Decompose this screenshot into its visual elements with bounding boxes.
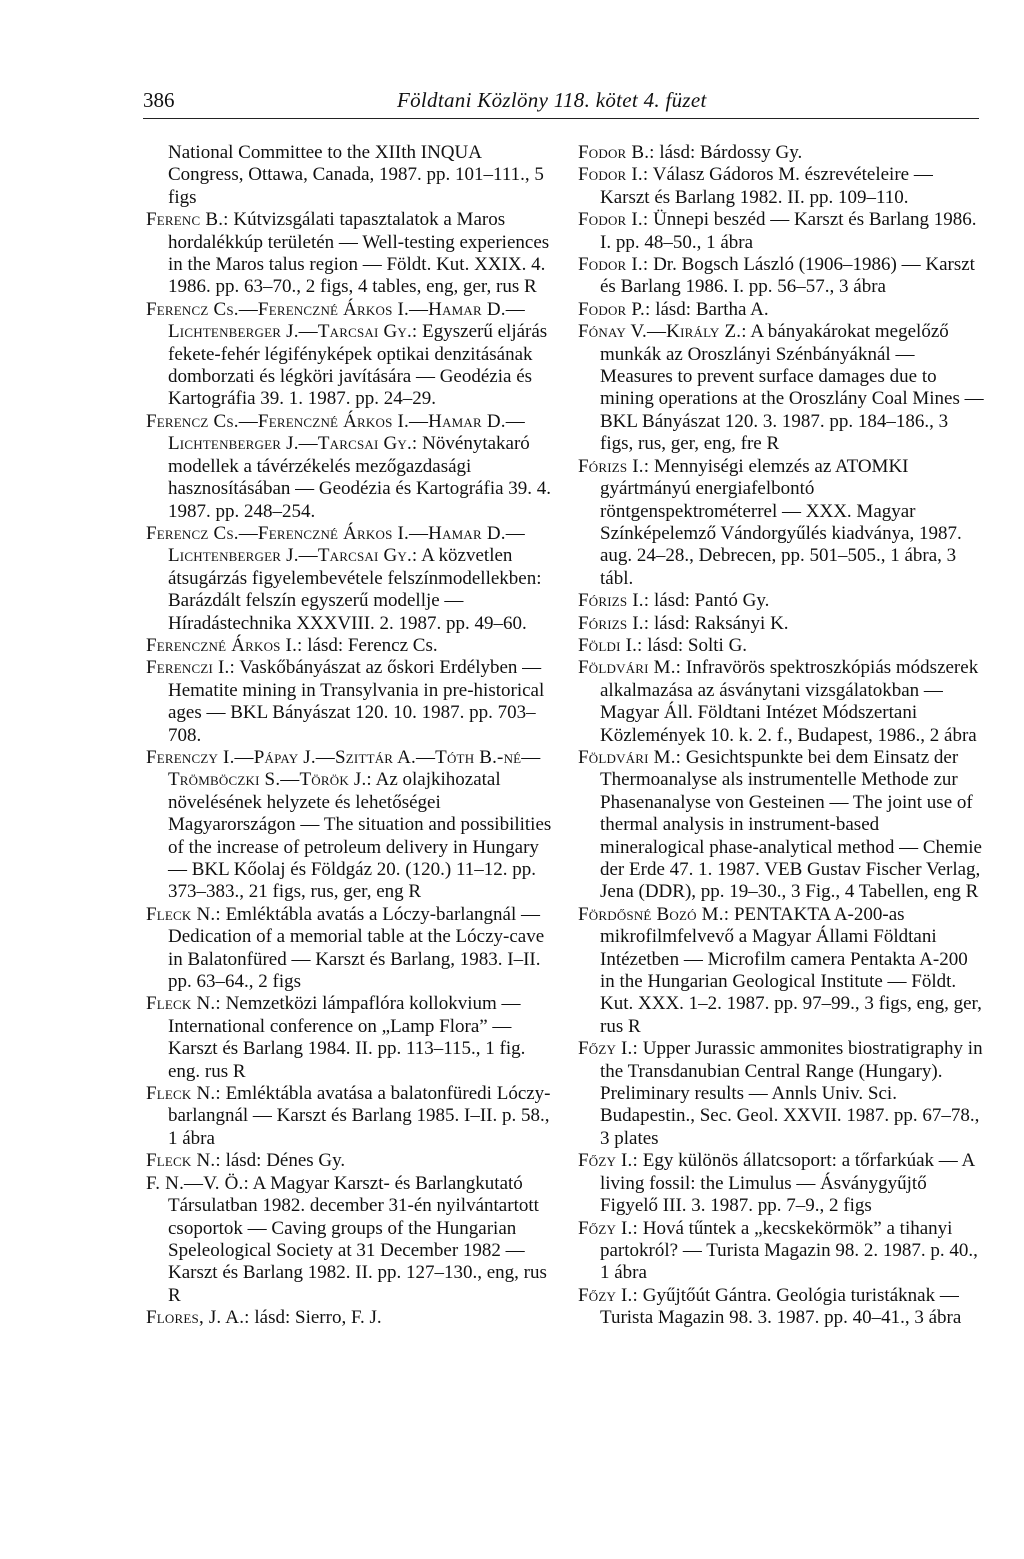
bibliography-entry bbox=[146, 209, 556, 299]
entry-author: Ferenc B.: bbox=[146, 209, 229, 231]
bibliography-entry bbox=[578, 1285, 986, 1330]
entry-text: lásd: Raksányi K. bbox=[649, 612, 789, 634]
entry-text: Egy különös állatcsoport: a tőrfarkúak — A living fossil: the Limulus — Ásványgyűjtő Figyelő III. 3. 1987. pp. 7–9., 2 figs bbox=[600, 1150, 975, 1217]
bibliography-entry bbox=[146, 523, 556, 635]
bibliography-entry bbox=[578, 747, 986, 904]
entry-author: Fodor I.: bbox=[578, 254, 649, 276]
bibliography-entry bbox=[578, 321, 986, 455]
bibliography-entry bbox=[578, 590, 986, 612]
bibliography-entry bbox=[578, 904, 986, 1038]
bibliography-entry bbox=[578, 456, 986, 590]
entry-text: A közvetlen átsugárzás figyelembevétele felszínmodellekben: Barázdált felszín egyszerű modellje — Híradástechnika XXXVIII. 2. 1987. pp. 49–60. bbox=[168, 545, 542, 634]
entry-author: Ferenczy I.—Pápay J.—Szittár A.—Tóth B.-né—Trömböczki S.—Török J.: bbox=[146, 746, 541, 791]
bibliography-entry bbox=[578, 613, 986, 635]
entry-text: lásd: Pantó Gy. bbox=[649, 590, 770, 612]
bibliography-entry bbox=[146, 1150, 556, 1172]
entry-text: Hová tűntek a „kecskekörmök” a tihanyi partokról? — Turista Magazin 98. 2. 1987. p. 40., 1 ábra bbox=[600, 1217, 978, 1284]
entry-author: F. N.—V. Ö.: bbox=[146, 1172, 249, 1194]
entry-text: PENTAKTA A-200-as mikrofilmfelvevő a Magyar Állami Földtani Intézetben — Microfilm camera Pentakta A-200 in the Hungarian Geological Institute — Földt. Kut. XXX. 1–2. 1987. pp. 97–99., 3 figs, eng, ger, rus R bbox=[600, 903, 982, 1037]
entry-text: Upper Jurassic ammonites biostratigraphy in the Transdanubian Central Range (Hungary). Preliminary results — Annls Univ. Sci. Budapestin., Sec. Geol. XXVII. 1987. pp. 67–78., 3 plates bbox=[600, 1038, 983, 1149]
entry-text: Egyszerű eljárás fekete-fehér légifényképek optikai denzitásának domborzati és légköri javítására — Geodézia és Kartográfia 39. 1. 1987. pp. 24–29. bbox=[168, 321, 548, 410]
entry-author: Fórizs I.: bbox=[578, 455, 650, 477]
entry-author: Ferencz Cs.—Ferenczné Árkos I.—Hamar D.—Lichtenberger J.—Tarcsai Gy.: bbox=[146, 298, 525, 343]
entry-author: Flores, J. A.: bbox=[146, 1307, 250, 1329]
entry-author: Fórizs I.: bbox=[578, 612, 650, 634]
bibliography-entry bbox=[146, 635, 556, 657]
entry-author: Fleck N.: bbox=[146, 1083, 221, 1105]
bibliography-entry bbox=[578, 254, 986, 299]
bibliography-entry bbox=[146, 904, 556, 994]
entry-text: Emléktábla avatás a Lóczy-barlangnál — Dedication of a memorial table at the Lóczy-cave in Balatonfüred — Karszt és Barlang, 1983. I–II. pp. 63–64., 2 figs bbox=[168, 903, 545, 993]
bibliography-entry bbox=[578, 1038, 986, 1150]
entry-text: Gyűjtőút Gántra. Geológia turistáknak — Turista Magazin 98. 3. 1987. pp. 40–41., 3 ábra bbox=[600, 1284, 962, 1329]
bibliography-entry bbox=[578, 209, 986, 254]
entry-text: lásd: Dénes Gy. bbox=[220, 1150, 346, 1172]
entry-text: Mennyiségi elemzés az ATOMKI gyártmányú energiafelbontó röntgenspektrométerrel — XXX. Magyar Színképelemző Vándorgyűlés kiadványa, 1987. aug. 24–28., Debrecen, pp. 501–505., 1 ábra, 3 tábl. bbox=[600, 455, 962, 589]
entry-author: Fördősné Bozó M.: bbox=[578, 903, 730, 925]
entry-author: Fodor I.: bbox=[578, 164, 649, 186]
entry-text: Kútvizsgálati tapasztalatok a Maros hordalékkúp területén — Well-testing experiences in the Maros talus region — Földt. Kut. XXIX. 4. 1986. pp. 63–70., 2 figs, 4 tables, eng, ger, rus R bbox=[168, 209, 550, 298]
bibliography-entry bbox=[146, 411, 556, 523]
bibliography-entry bbox=[146, 1307, 556, 1329]
bibliography-entry bbox=[578, 1218, 986, 1285]
entry-text: Infravörös spektroszkópiás módszerek alkalmazása az ásványtani vizsgálatokban — Magyar Áll. Földtani Intézet Módszertani Közlemények 10. k. 2. f., Budapest, 1986., 2 ábra bbox=[600, 657, 979, 746]
bibliography-entry bbox=[146, 747, 556, 904]
bibliography-entry bbox=[578, 142, 986, 164]
right-column bbox=[578, 142, 986, 1330]
entry-author: Főzy I.: bbox=[578, 1150, 638, 1172]
entry-text: Dr. Bogsch László (1906–1986) — Karszt és Barlang 1986. I. pp. 56–57., 3 ábra bbox=[600, 254, 975, 298]
bibliography-entry bbox=[146, 142, 556, 209]
bibliography-entry bbox=[146, 1083, 556, 1150]
bibliography-entry bbox=[146, 657, 556, 747]
entry-text: A Magyar Karszt- és Barlangkutató Társulatban 1982. december 31-én nyilvántartott csoportok — Caving groups of the Hungarian Speleological Society at 31 December 1982 — Karszt és Barlang 1982. II. pp. 127–130., eng, rus R bbox=[168, 1172, 547, 1306]
entry-text: Az olajkihozatal növelésének helyzete és lehetőségei Magyarországon — The situation and possibilities of the increase of petroleum delivery in Hungary — BKL Kőolaj és Földgáz 20. (120.) 11–12. pp. 373–383., 21 figs, rus, ger, eng R bbox=[168, 769, 552, 903]
entry-author: Földi I.: bbox=[578, 634, 643, 656]
entry-text: Válasz Gádoros M. észrevételeire — Karszt és Barlang 1982. II. pp. 109–110. bbox=[600, 164, 933, 208]
entry-author: Fleck N.: bbox=[146, 1150, 221, 1172]
entry-author: Fodor P.: bbox=[578, 298, 651, 320]
entry-author: Ferencz Cs.—Ferenczné Árkos I.—Hamar D.—Lichtenberger J.—Tarcsai Gy.: bbox=[146, 522, 525, 567]
entry-author: Ferenczné Árkos I.: bbox=[146, 634, 303, 656]
entry-text: lásd: Ferencz Cs. bbox=[302, 634, 438, 656]
entry-author: Fleck N.: bbox=[146, 903, 221, 925]
entry-author: Fodor I.: bbox=[578, 209, 649, 231]
bibliography-entry bbox=[146, 1173, 556, 1307]
left-column bbox=[146, 142, 556, 1330]
running-title: Földtani Közlöny 118. kötet 4. füzet bbox=[397, 88, 707, 112]
bibliography-entry bbox=[578, 164, 986, 209]
entry-author: Főzy I.: bbox=[578, 1284, 638, 1306]
entry-text: Nemzetközi lámpaflóra kollokvium — International conference on „Lamp Flora” — Karszt és Barlang 1984. II. pp. 113–115., 1 fig. eng. rus R bbox=[168, 993, 526, 1082]
entry-text: lásd: Bárdossy Gy. bbox=[654, 142, 803, 163]
bibliography-entry bbox=[146, 993, 556, 1083]
page-number: 386 bbox=[143, 88, 175, 112]
entry-author: Főzy I.: bbox=[578, 1038, 638, 1060]
bibliography-entry bbox=[578, 299, 986, 321]
bibliography-entry bbox=[578, 635, 986, 657]
entry-text: Növénytakaró modellek a távérzékelés mezőgazdasági hasznosításában — Geodézia és Kartográfia 39. 4. 1987. pp. 248–254. bbox=[168, 433, 552, 522]
entry-text: lásd: Solti G. bbox=[642, 634, 748, 656]
entry-author: Ferencz Cs.—Ferenczné Árkos I.—Hamar D.—Lichtenberger J.—Tarcsai Gy.: bbox=[146, 410, 525, 455]
bibliography-entry bbox=[578, 1150, 986, 1217]
entry-author: Fórizs I.: bbox=[578, 590, 650, 612]
entry-author: Földvári M.: bbox=[578, 657, 682, 679]
entry-author: Fodor B.: bbox=[578, 142, 655, 163]
entry-text: Gesichtspunkte bei dem Einsatz der Thermoanalyse als instrumentelle Methode zur Phasenanalyse von Gesteinen — The joint use of thermal analysis in instrument-based mineralogical phase-analytical method — Chemie der Erde 47. 1. 1987. VEB Gustav Fischer Verlag, Jena (DDR), pp. 19–30., 3 Fig., 4 Tabellen, eng R bbox=[600, 746, 982, 903]
page-header bbox=[143, 84, 979, 119]
entry-author: Földvári M.: bbox=[578, 746, 682, 768]
entry-text: Vaskőbányászat az őskori Erdélyben — Hematite mining in Transylvania in pre-historical ages — BKL Bányászat 120. 10. 1987. pp. 703–708. bbox=[168, 657, 545, 746]
entry-text: Ünnepi beszéd — Karszt és Barlang 1986. I. pp. 48–50., 1 ábra bbox=[600, 209, 977, 253]
entry-author: Fónay V.—Király Z.: bbox=[578, 321, 747, 343]
entry-text: National Committee to the XIIth INQUA Congress, Ottawa, Canada, 1987. pp. 101–111., 5 figs bbox=[168, 142, 544, 208]
entry-text: A bányakárokat megelőző munkák az Oroszlányi Szénbányáknál — Measures to prevent surface damages due to mining operations at the Oroszlány Coal Mines — BKL Bányászat 120. 3. 1987. pp. 184–186., 3 figs, rus, ger, eng, fre R bbox=[600, 321, 984, 455]
bibliography-entry bbox=[578, 657, 986, 747]
entry-author: Ferenczi I.: bbox=[146, 657, 235, 679]
entry-text: Emléktábla avatása a balatonfüredi Lóczy-barlangnál — Karszt és Barlang 1985. I–II. p. 58., 1 ábra bbox=[168, 1083, 551, 1149]
entry-text: lásd: Sierro, F. J. bbox=[249, 1307, 382, 1329]
bibliography-entry bbox=[146, 299, 556, 411]
entry-text: lásd: Bartha A. bbox=[650, 298, 769, 320]
entry-author: Fleck N.: bbox=[146, 993, 221, 1015]
entry-author: Főzy I.: bbox=[578, 1217, 638, 1239]
